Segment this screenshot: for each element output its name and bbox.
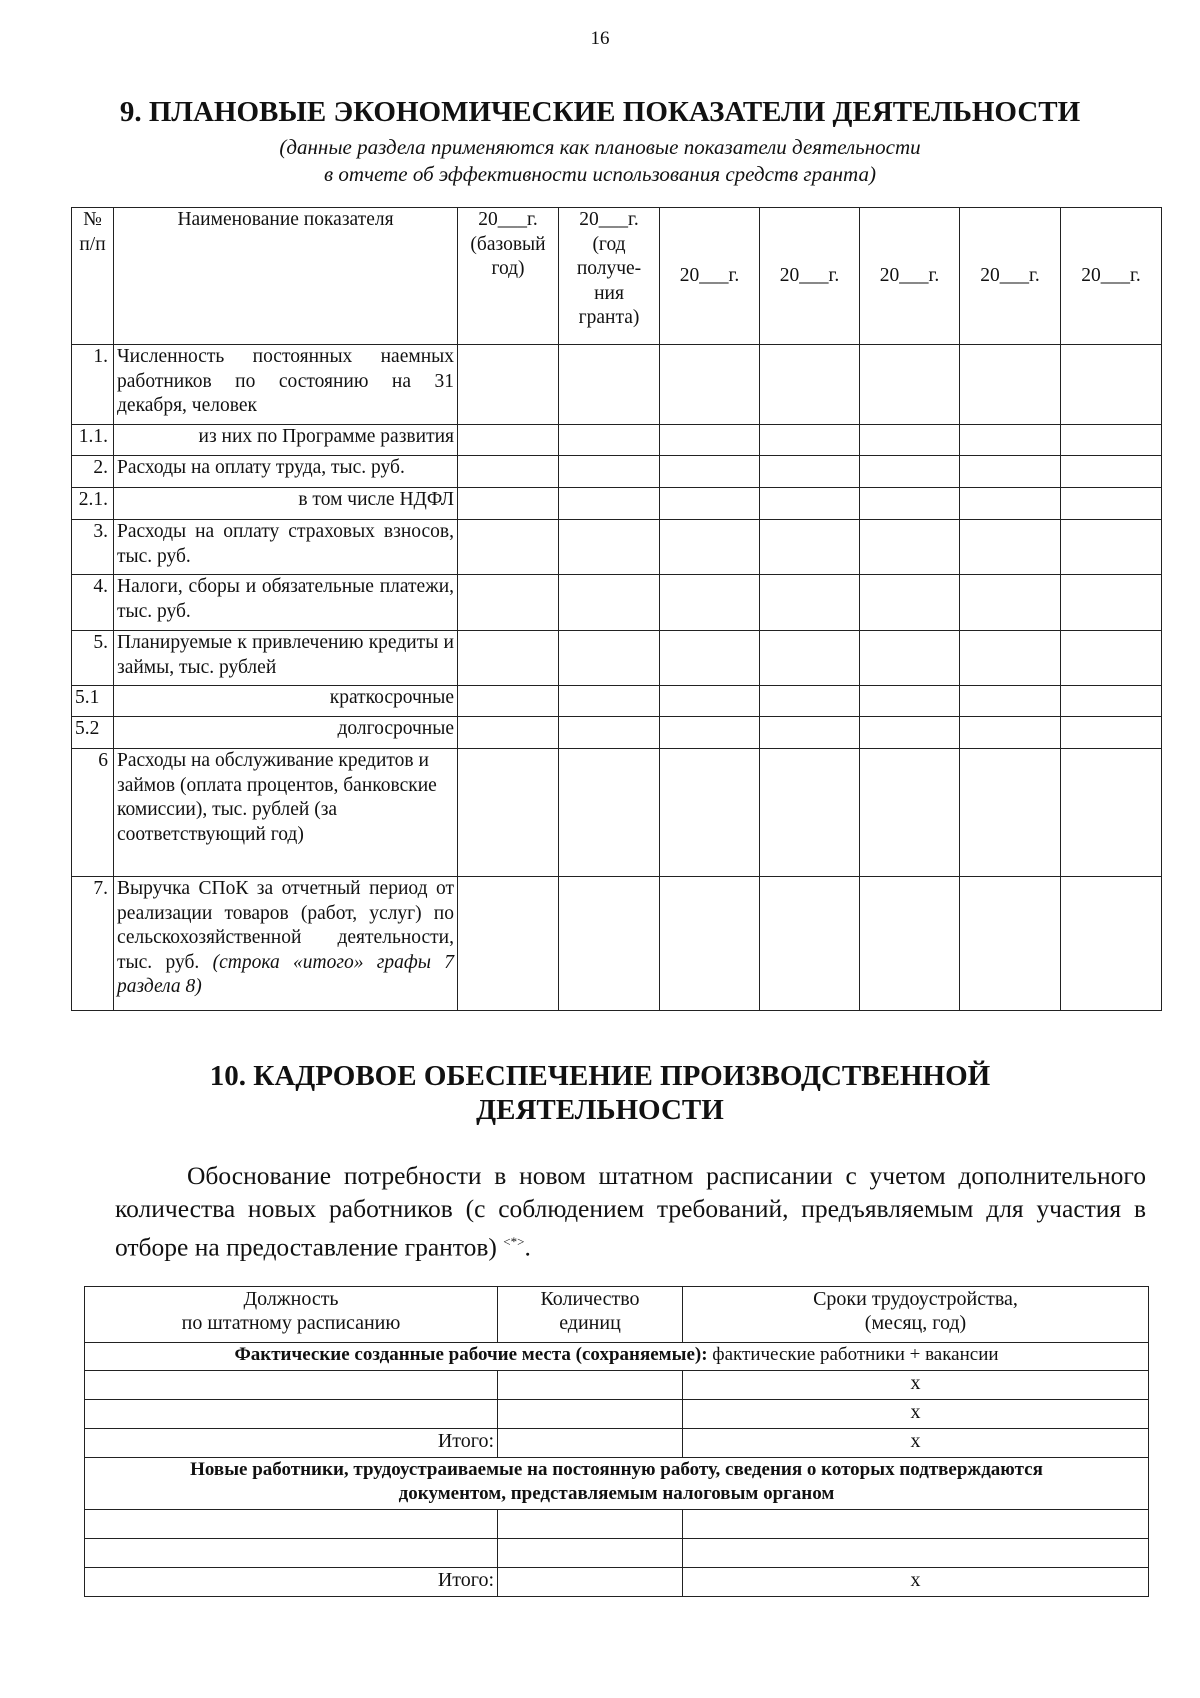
value-cell[interactable] <box>760 456 860 488</box>
title-line: ДЕЯТЕЛЬНОСТИ <box>476 1094 724 1126</box>
value-cell[interactable] <box>860 686 960 717</box>
row-name: Численность постоянных наемных работников по состоянию на 31 декабря, человек <box>114 345 458 425</box>
value-cell[interactable] <box>960 717 1061 749</box>
header-terms <box>683 1287 1149 1343</box>
section-10-title <box>0 1059 1200 1127</box>
value-cell[interactable] <box>1061 717 1162 749</box>
header-text: единиц <box>559 1312 621 1334</box>
total-label: Итого: <box>85 1568 498 1597</box>
header-year: 20___г. <box>660 208 760 345</box>
table-row <box>72 456 1162 488</box>
table-row <box>85 1510 1149 1539</box>
footnote-mark: <*> <box>503 1234 525 1249</box>
header-num <box>72 208 114 345</box>
value-cell[interactable] <box>1061 488 1162 520</box>
row-num: 1.1. <box>72 425 114 456</box>
value-cell[interactable] <box>458 488 559 520</box>
value-cell[interactable] <box>960 686 1061 717</box>
quantity-cell[interactable] <box>498 1510 683 1539</box>
row-num: 1. <box>72 345 114 425</box>
header-year: 20___г. <box>760 208 860 345</box>
value-cell[interactable] <box>1061 456 1162 488</box>
terms-cell: х <box>683 1568 1149 1597</box>
table-row <box>72 488 1162 520</box>
value-cell[interactable] <box>860 456 960 488</box>
terms-cell: х <box>683 1371 1149 1400</box>
value-cell[interactable] <box>559 456 660 488</box>
staffing-table <box>84 1286 1149 1597</box>
section-9-subtitle <box>0 134 1200 188</box>
total-row <box>85 1429 1149 1458</box>
quantity-cell[interactable] <box>498 1429 683 1458</box>
position-cell[interactable] <box>85 1400 498 1429</box>
value-cell[interactable] <box>1061 877 1162 1011</box>
header-text: (год <box>592 233 626 255</box>
value-cell[interactable] <box>760 345 860 425</box>
value-cell[interactable] <box>660 345 760 425</box>
header-text: № <box>83 209 102 230</box>
row-name: из них по Программе развития <box>114 425 458 456</box>
value-cell[interactable] <box>1061 631 1162 686</box>
row-num: 2.1. <box>72 488 114 520</box>
value-cell[interactable] <box>860 631 960 686</box>
quantity-cell[interactable] <box>498 1539 683 1568</box>
value-cell[interactable] <box>1061 686 1162 717</box>
group-label-line: документом, представляемым налоговым органом <box>398 1483 835 1504</box>
value-cell[interactable] <box>1061 575 1162 631</box>
table-row <box>72 749 1162 877</box>
value-cell[interactable] <box>960 575 1061 631</box>
value-cell[interactable] <box>760 749 860 877</box>
value-cell[interactable] <box>458 575 559 631</box>
header-position <box>85 1287 498 1343</box>
group-new-workers <box>85 1458 1149 1510</box>
value-cell[interactable] <box>559 686 660 717</box>
row-num: 2. <box>72 456 114 488</box>
value-cell[interactable] <box>760 575 860 631</box>
value-cell[interactable] <box>660 686 760 717</box>
value-cell[interactable] <box>960 749 1061 877</box>
group-row <box>85 1343 1149 1371</box>
group-label-normal: фактические работники + вакансии <box>707 1344 999 1365</box>
table-header-row <box>72 208 1162 345</box>
quantity-cell[interactable] <box>498 1568 683 1597</box>
position-cell[interactable] <box>85 1371 498 1400</box>
value-cell[interactable] <box>559 488 660 520</box>
value-cell[interactable] <box>660 631 760 686</box>
table-row <box>72 631 1162 686</box>
value-cell[interactable] <box>559 425 660 456</box>
value-cell[interactable] <box>760 717 860 749</box>
value-cell[interactable] <box>960 520 1061 575</box>
table-row <box>72 717 1162 749</box>
value-cell[interactable] <box>559 749 660 877</box>
value-cell[interactable] <box>860 575 960 631</box>
header-name: Наименование показателя <box>114 208 458 345</box>
table-row <box>85 1539 1149 1568</box>
value-cell[interactable] <box>559 877 660 1011</box>
header-year: 20___г. <box>1061 208 1162 345</box>
row-name: долгосрочные <box>114 717 458 749</box>
group-existing-jobs <box>85 1343 1149 1371</box>
position-cell[interactable] <box>85 1539 498 1568</box>
total-label: Итого: <box>85 1429 498 1458</box>
subtitle-line: (данные раздела применяются как плановые показатели деятельности <box>279 135 921 159</box>
table-row <box>85 1400 1149 1429</box>
row-num: 5.2 <box>72 717 114 749</box>
value-cell[interactable] <box>559 345 660 425</box>
value-cell[interactable] <box>458 425 559 456</box>
row-name-italic-note: (строка «итого» графы 7 раздела 8) <box>117 951 455 997</box>
terms-cell: х <box>683 1400 1149 1429</box>
value-cell[interactable] <box>860 877 960 1011</box>
position-cell[interactable] <box>85 1510 498 1539</box>
row-name: Расходы на обслуживание кредитов и займов (оплата процентов, банковские комиссии), тыс. рублей (за соответствующий год) <box>114 749 458 877</box>
header-text: Должность <box>243 1288 339 1310</box>
value-cell[interactable] <box>760 877 860 1011</box>
value-cell[interactable] <box>960 345 1061 425</box>
value-cell[interactable] <box>960 877 1061 1011</box>
value-cell[interactable] <box>860 345 960 425</box>
value-cell[interactable] <box>660 877 760 1011</box>
terms-cell[interactable] <box>683 1539 1149 1568</box>
title-line: 10. КАДРОВОЕ ОБЕСПЕЧЕНИЕ ПРОИЗВОДСТВЕННОЙ <box>209 1060 991 1092</box>
row-num: 5.1 <box>72 686 114 717</box>
terms-cell: х <box>683 1429 1149 1458</box>
value-cell[interactable] <box>860 749 960 877</box>
quantity-cell[interactable] <box>498 1400 683 1429</box>
group-label-line: Новые работники, трудоустраиваемые на постоянную работу, сведения о которых подтверждаются <box>190 1459 1043 1480</box>
value-cell[interactable] <box>960 456 1061 488</box>
header-text: 20___г. <box>478 209 538 230</box>
value-cell[interactable] <box>458 749 559 877</box>
row-name <box>114 877 458 1011</box>
value-cell[interactable] <box>1061 345 1162 425</box>
value-cell[interactable] <box>660 575 760 631</box>
table-header-row <box>85 1287 1149 1343</box>
value-cell[interactable] <box>960 425 1061 456</box>
row-num: 3. <box>72 520 114 575</box>
page-number: 16 <box>590 28 610 49</box>
value-cell[interactable] <box>559 520 660 575</box>
header-text: получе- <box>576 258 642 279</box>
value-cell[interactable] <box>760 425 860 456</box>
table-row <box>72 877 1162 1011</box>
terms-cell[interactable] <box>683 1510 1149 1539</box>
value-cell[interactable] <box>660 520 760 575</box>
header-year: 20___г. <box>860 208 960 345</box>
value-cell[interactable] <box>760 631 860 686</box>
paragraph-text: Обоснование потребности в новом штатном расписании с учетом дополнительного количества новых работников (с соблюдением требований, предъявляемым для участия в отборе на предоставление грантов) <box>115 1161 1146 1262</box>
value-cell[interactable] <box>559 575 660 631</box>
row-name: Налоги, сборы и обязательные платежи, тыс. руб. <box>114 575 458 631</box>
row-name: Планируемые к привлечению кредиты и займы, тыс. рублей <box>114 631 458 686</box>
header-text: гранта) <box>578 307 640 328</box>
row-num: 5. <box>72 631 114 686</box>
table-row <box>72 575 1162 631</box>
value-cell[interactable] <box>660 456 760 488</box>
justification-paragraph <box>115 1159 1146 1264</box>
value-cell[interactable] <box>458 456 559 488</box>
section-9-title: 9. ПЛАНОВЫЕ ЭКОНОМИЧЕСКИЕ ПОКАЗАТЕЛИ ДЕЯТЕЛЬНОСТИ <box>119 96 1081 128</box>
header-text: (месяц, год) <box>864 1312 967 1334</box>
header-text: п/п <box>79 233 106 255</box>
header-year: 20___г. <box>960 208 1061 345</box>
value-cell[interactable] <box>458 717 559 749</box>
header-text: 20___г. <box>579 209 639 230</box>
row-num: 6 <box>72 749 114 877</box>
value-cell[interactable] <box>760 520 860 575</box>
value-cell[interactable] <box>960 631 1061 686</box>
row-name: в том числе НДФЛ <box>114 488 458 520</box>
value-cell[interactable] <box>660 717 760 749</box>
value-cell[interactable] <box>458 631 559 686</box>
total-row <box>85 1568 1149 1597</box>
group-label-bold: Фактические созданные рабочие места (сохраняемые): <box>234 1344 708 1365</box>
value-cell[interactable] <box>1061 425 1162 456</box>
value-cell[interactable] <box>1061 749 1162 877</box>
table-row <box>72 425 1162 456</box>
value-cell[interactable] <box>660 749 760 877</box>
value-cell[interactable] <box>660 425 760 456</box>
value-cell[interactable] <box>660 488 760 520</box>
value-cell[interactable] <box>559 717 660 749</box>
header-text: Сроки трудоустройства, <box>813 1288 1018 1310</box>
value-cell[interactable] <box>559 631 660 686</box>
value-cell[interactable] <box>458 345 559 425</box>
subtitle-line: в отчете об эффективности использования средств гранта) <box>324 162 876 186</box>
value-cell[interactable] <box>860 520 960 575</box>
header-text: (базовый <box>470 233 546 255</box>
value-cell[interactable] <box>458 520 559 575</box>
value-cell[interactable] <box>960 488 1061 520</box>
quantity-cell[interactable] <box>498 1371 683 1400</box>
header-quantity <box>498 1287 683 1343</box>
value-cell[interactable] <box>860 717 960 749</box>
row-num: 7. <box>72 877 114 1011</box>
table-row <box>72 520 1162 575</box>
group-row <box>85 1458 1149 1510</box>
value-cell[interactable] <box>860 488 960 520</box>
header-text: год) <box>491 258 525 279</box>
row-name: Расходы на оплату страховых взносов, тыс. руб. <box>114 520 458 575</box>
table-row <box>85 1371 1149 1400</box>
header-grant-year <box>559 208 660 345</box>
row-name-text: Выручка СПоК за отчетный период от реализации товаров (работ, услуг) по сельскохозяйственной деятельности, тыс. руб. <box>117 878 454 973</box>
header-text: ния <box>594 282 624 304</box>
value-cell[interactable] <box>458 686 559 717</box>
economic-indicators-table <box>71 207 1162 1011</box>
value-cell[interactable] <box>1061 520 1162 575</box>
row-name: Расходы на оплату труда, тыс. руб. <box>114 456 458 488</box>
header-base-year <box>458 208 559 345</box>
header-text: по штатному расписанию <box>181 1312 401 1334</box>
value-cell[interactable] <box>860 425 960 456</box>
table-row <box>72 686 1162 717</box>
row-name: краткосрочные <box>114 686 458 717</box>
table-row <box>72 345 1162 425</box>
value-cell[interactable] <box>458 877 559 1011</box>
row-num: 4. <box>72 575 114 631</box>
paragraph-end: . <box>524 1232 531 1262</box>
header-text: Количество <box>540 1288 640 1310</box>
value-cell[interactable] <box>760 488 860 520</box>
value-cell[interactable] <box>760 686 860 717</box>
